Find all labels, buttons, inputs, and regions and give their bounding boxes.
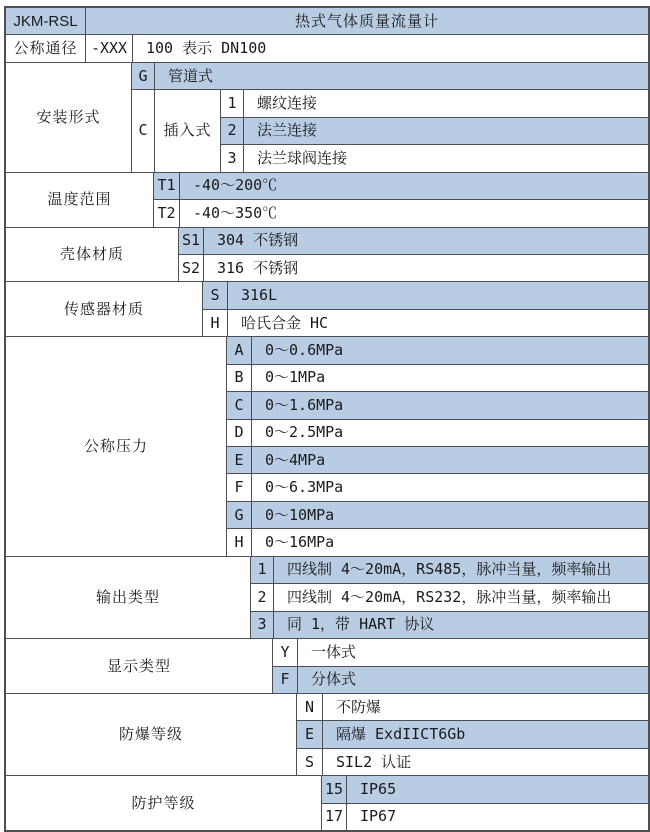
option-code: S xyxy=(297,749,323,775)
spec-row xyxy=(154,199,648,226)
option-desc: 0～4MPa xyxy=(265,450,326,469)
header-row xyxy=(6,8,648,34)
section-protection-rating xyxy=(6,775,648,830)
option-code: 17 xyxy=(322,804,347,830)
section-label: 输出类型 xyxy=(6,557,251,638)
spec-row xyxy=(322,776,648,802)
option-code: 3 xyxy=(221,145,244,171)
option-desc: 四线制 4～20mA，RS485，脉冲当量，频率输出 xyxy=(287,560,612,579)
subgroup-label: 插入式 xyxy=(155,90,221,171)
option-code: -XXX xyxy=(86,35,133,61)
spec-row xyxy=(227,446,648,473)
option-desc: 0～2.5MPa xyxy=(265,423,344,442)
option-code: G xyxy=(132,63,155,89)
spec-row xyxy=(251,611,648,638)
option-code: E xyxy=(227,447,252,473)
section-label: 防爆等级 xyxy=(6,694,297,775)
section-label: 公称通径 xyxy=(6,35,86,61)
option-code: S1 xyxy=(179,228,204,254)
spec-row xyxy=(273,666,648,693)
option-desc: 同 1，带 HART 协议 xyxy=(287,615,435,634)
section-nominal-pressure xyxy=(6,336,648,556)
option-code: 3 xyxy=(251,612,274,638)
option-code: H xyxy=(203,310,228,336)
option-code: B xyxy=(227,365,252,391)
section-label: 传感器材质 xyxy=(6,282,203,336)
option-code: E xyxy=(297,721,323,747)
option-code: F xyxy=(227,474,252,500)
option-code: G xyxy=(227,502,252,528)
option-code: Y xyxy=(273,639,298,665)
option-desc: 316L xyxy=(241,286,278,305)
option-desc: 法兰连接 xyxy=(257,121,318,140)
product-selection-table xyxy=(4,6,650,832)
spec-row xyxy=(227,501,648,528)
spec-row xyxy=(221,144,648,171)
option-code: 1 xyxy=(251,557,274,583)
option-desc: 管道式 xyxy=(168,66,214,85)
section-temperature-range xyxy=(6,172,648,227)
option-code: 2 xyxy=(251,584,274,610)
option-desc: 分体式 xyxy=(311,670,357,689)
spec-row xyxy=(227,419,648,446)
option-code: S2 xyxy=(179,255,204,281)
section-output-type xyxy=(6,556,648,638)
section-label: 温度范围 xyxy=(6,173,154,227)
spec-row xyxy=(227,473,648,500)
option-code: 2 xyxy=(221,118,244,144)
product-title: 热式气体质量流量计 xyxy=(86,8,648,34)
spec-row xyxy=(179,254,648,281)
option-code: F xyxy=(273,667,298,693)
section-housing-material xyxy=(6,227,648,282)
section-nominal-diameter xyxy=(6,34,648,61)
model-code: JKM-RSL xyxy=(6,8,86,34)
spec-row xyxy=(297,748,648,775)
option-desc: 0～0.6MPa xyxy=(265,340,344,359)
option-code: C xyxy=(132,90,155,171)
spec-row xyxy=(322,803,648,830)
option-desc: 0～1MPa xyxy=(265,368,326,387)
option-code: H xyxy=(227,529,252,555)
section-sensor-material xyxy=(6,281,648,336)
section-display-type xyxy=(6,638,648,693)
spec-row xyxy=(251,557,648,583)
option-desc: SIL2 认证 xyxy=(336,752,412,771)
section-label: 壳体材质 xyxy=(6,228,179,282)
spec-row xyxy=(179,228,648,254)
option-code: C xyxy=(227,392,252,418)
option-code: A xyxy=(227,337,252,363)
option-desc: IP67 xyxy=(360,807,397,826)
option-code: 1 xyxy=(221,90,244,116)
option-desc: 0～1.6MPa xyxy=(265,395,344,414)
spec-row xyxy=(273,639,648,665)
spec-row xyxy=(203,309,648,336)
spec-row xyxy=(227,337,648,363)
section-installation-type xyxy=(6,62,648,172)
option-desc: 0～10MPa xyxy=(265,505,335,524)
spec-row xyxy=(203,282,648,308)
spec-row xyxy=(251,583,648,610)
option-desc: -40～350℃ xyxy=(193,203,278,222)
option-desc: 一体式 xyxy=(311,642,357,661)
section-explosion-proof-rating xyxy=(6,693,648,775)
spec-row xyxy=(227,364,648,391)
section-label: 安装形式 xyxy=(6,63,132,172)
section-label: 公称压力 xyxy=(6,337,227,556)
option-desc: 100 表示 DN100 xyxy=(146,39,267,58)
spec-row xyxy=(132,63,648,89)
option-desc: 0～6.3MPa xyxy=(265,478,344,497)
option-desc: 哈氏合金 HC xyxy=(241,313,329,332)
spec-row xyxy=(297,720,648,747)
option-desc: IP65 xyxy=(360,779,397,798)
section-label: 显示类型 xyxy=(6,639,273,693)
insertion-subgroup xyxy=(132,89,648,171)
option-desc: 隔爆 ExdIICT6Gb xyxy=(336,725,466,744)
option-desc: 不防爆 xyxy=(336,697,382,716)
option-desc: 法兰球阀连接 xyxy=(257,148,348,167)
spec-row xyxy=(227,528,648,555)
option-code: T1 xyxy=(154,173,180,199)
option-code: N xyxy=(297,694,323,720)
option-desc: 316 不锈钢 xyxy=(217,258,299,277)
option-code: S xyxy=(203,282,228,308)
spec-row xyxy=(154,173,648,199)
option-code: D xyxy=(227,420,252,446)
spec-row xyxy=(297,694,648,720)
spec-row xyxy=(86,35,648,61)
option-code: 15 xyxy=(322,776,347,802)
option-desc: 304 不锈钢 xyxy=(217,231,299,250)
option-desc: -40～200℃ xyxy=(193,176,278,195)
spec-row xyxy=(221,117,648,144)
spec-row xyxy=(227,391,648,418)
option-code: T2 xyxy=(154,200,180,226)
spec-row xyxy=(221,90,648,116)
option-desc: 四线制 4～20mA，RS232，脉冲当量，频率输出 xyxy=(287,587,612,606)
option-desc: 螺纹连接 xyxy=(257,94,318,113)
section-label: 防护等级 xyxy=(6,776,322,830)
option-desc: 0～16MPa xyxy=(265,533,335,552)
